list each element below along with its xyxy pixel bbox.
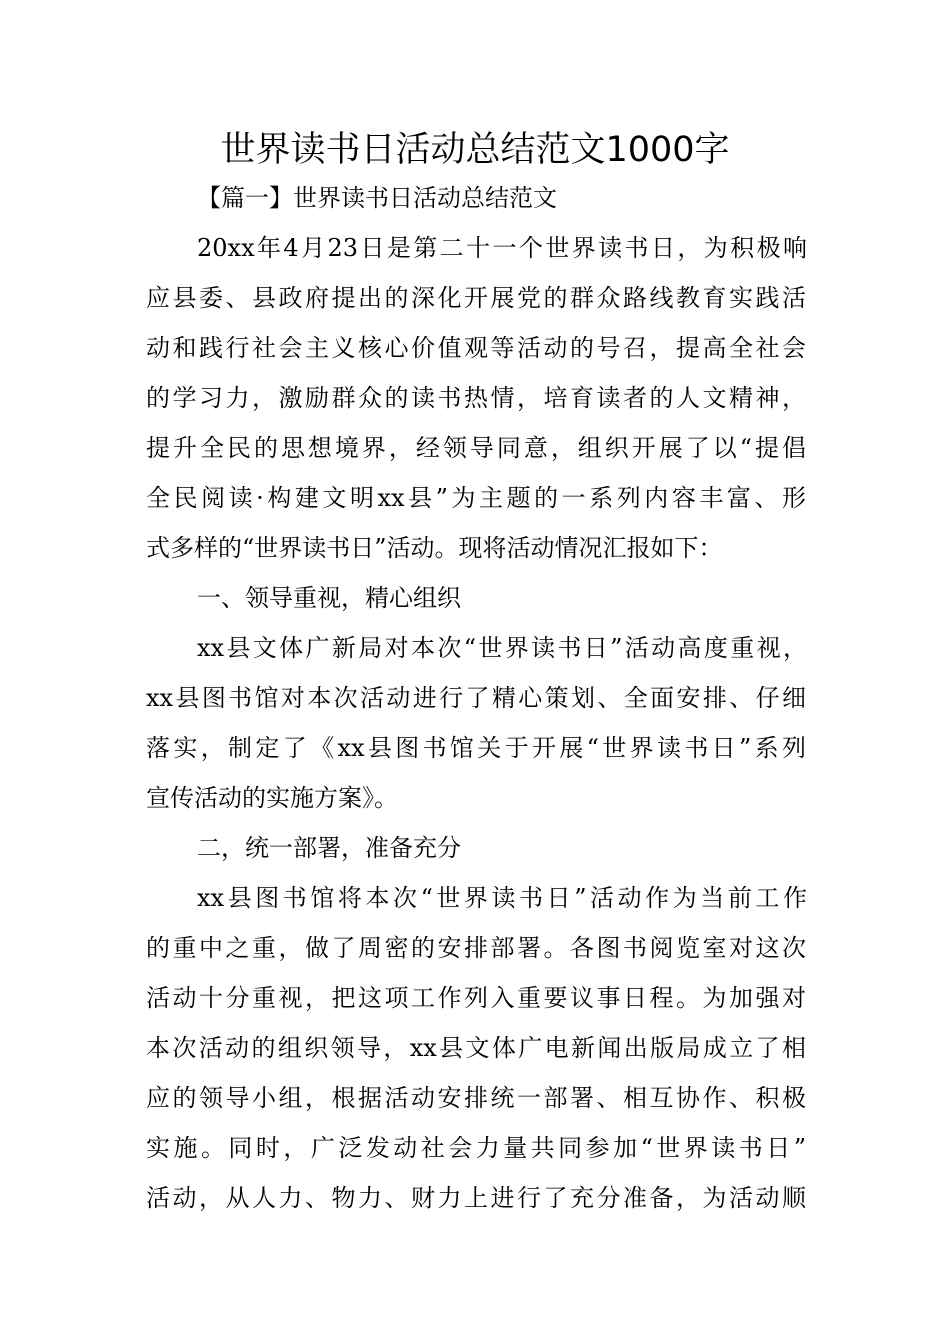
paragraph-line: 应的领导小组，根据活动安排统一部署、相互协作、积极 bbox=[146, 1084, 806, 1112]
paragraph-line: 的学习力，激励群众的读书热情，培育读者的人文精神， bbox=[146, 384, 806, 412]
paragraph-line: 20xx年4月23日是第二十一个世界读书日，为积极响 bbox=[197, 234, 807, 262]
paragraph-line: xx县图书馆对本次活动进行了精心策划、全面安排、仔细 bbox=[146, 684, 806, 712]
paragraph-line: 全民阅读·构建文明xx县”为主题的一系列内容丰富、形 bbox=[146, 484, 806, 512]
paragraph-line: 活动，从人力、物力、财力上进行了充分准备，为活动顺 bbox=[146, 1184, 806, 1212]
paragraph-line: 本次活动的组织领导，xx县文体广电新闻出版局成立了相 bbox=[146, 1034, 806, 1062]
section-heading: 【篇一】世界读书日活动总结范文 bbox=[197, 184, 557, 212]
paragraph-line: 落实，制定了《xx县图书馆关于开展“世界读书日”系列 bbox=[146, 734, 806, 762]
paragraph-line: 提升全民的思想境界，经领导同意，组织开展了以“提倡 bbox=[146, 434, 806, 462]
paragraph-line: 的重中之重，做了周密的安排部署。各图书阅览室对这次 bbox=[146, 934, 806, 962]
paragraph-line: 式多样的“世界读书日”活动。现将活动情况汇报如下： bbox=[146, 534, 723, 562]
paragraph-line: xx县文体广新局对本次“世界读书日”活动高度重视， bbox=[197, 634, 807, 662]
paragraph-line: 活动十分重视，把这项工作列入重要议事日程。为加强对 bbox=[146, 984, 806, 1012]
paragraph-line: 实施。同时，广泛发动社会力量共同参加“世界读书日” bbox=[146, 1134, 806, 1162]
paragraph-line: xx县图书馆将本次“世界读书日”活动作为当前工作 bbox=[197, 884, 807, 912]
document-title: 世界读书日活动总结范文1000字 bbox=[220, 130, 730, 170]
section-heading: 二，统一部署，准备充分 bbox=[197, 834, 461, 862]
paragraph-line: 动和践行社会主义核心价值观等活动的号召，提高全社会 bbox=[146, 334, 806, 362]
paragraph-line: 宣传活动的实施方案》。 bbox=[146, 784, 398, 812]
paragraph-line: 应县委、县政府提出的深化开展党的群众路线教育实践活 bbox=[146, 284, 806, 312]
section-heading: 一、领导重视，精心组织 bbox=[197, 584, 461, 612]
